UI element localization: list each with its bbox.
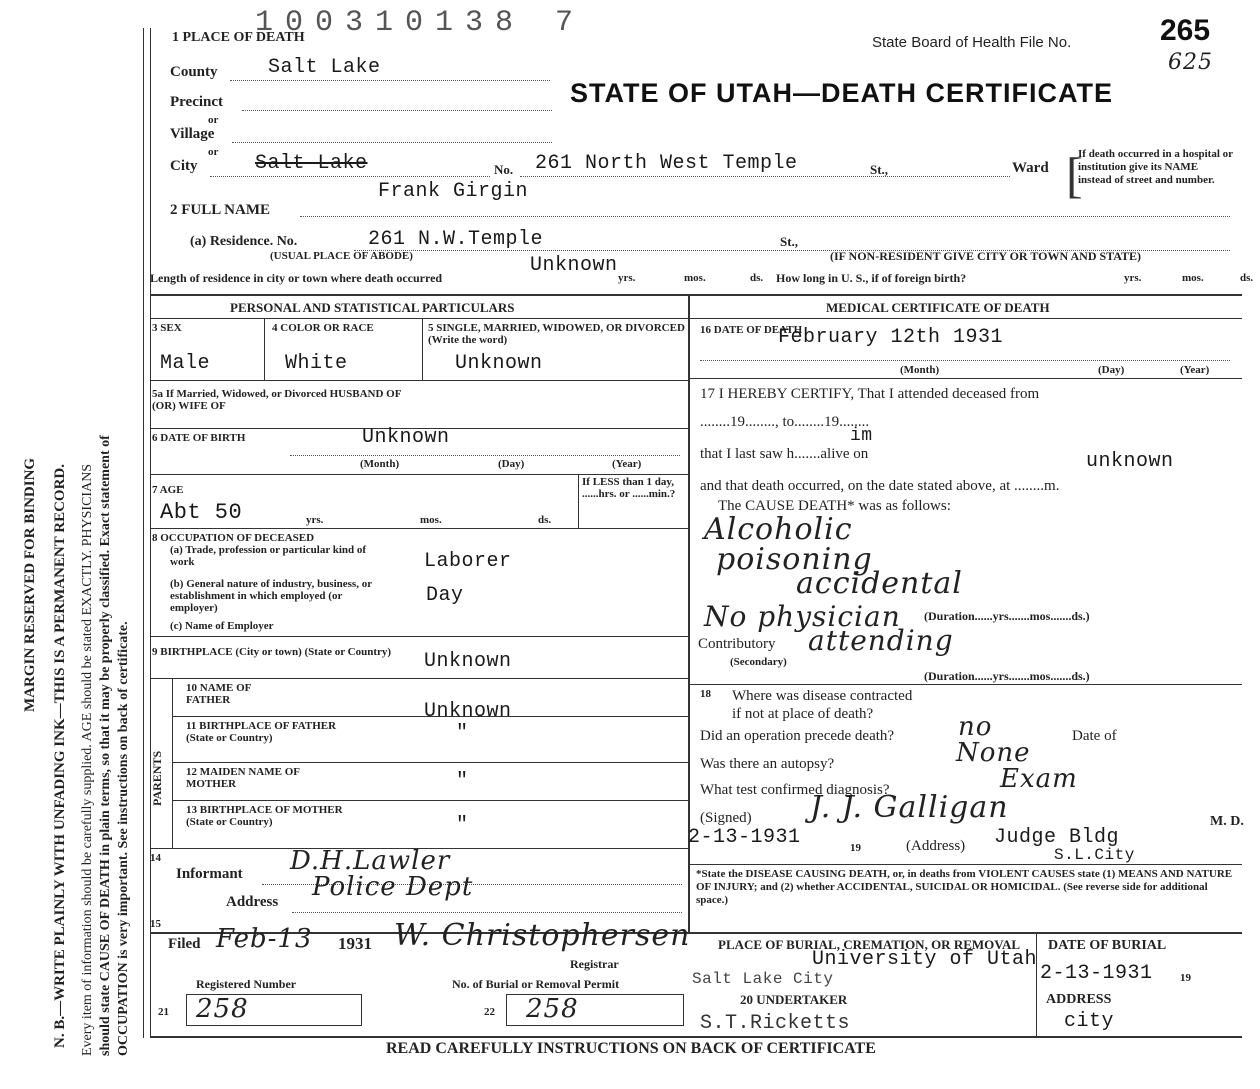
row-rule-4 xyxy=(150,528,688,529)
undertaker-label: 20 UNDERTAKER xyxy=(740,992,848,1007)
medical-rule-2 xyxy=(688,684,1242,685)
father-birthplace-label: 11 BIRTHPLACE OF FATHER (State or Country) xyxy=(186,720,337,744)
row-rule-6 xyxy=(150,678,688,679)
sex-divider xyxy=(264,318,265,380)
occupation-a-label: (a) Trade, profession or particular kind of work xyxy=(170,544,367,568)
burial-divider xyxy=(1036,932,1037,1036)
file-number: 265 xyxy=(1160,14,1211,47)
cause-line-1: Alcoholic xyxy=(704,512,853,547)
age-ds: ds. xyxy=(538,514,552,526)
marital-value: Unknown xyxy=(455,352,543,375)
row-rule-8 xyxy=(172,762,688,763)
precinct-line xyxy=(242,110,552,111)
or-1: or xyxy=(208,114,219,126)
undertaker-address-label: ADDRESS xyxy=(1046,992,1112,1007)
or-2: or xyxy=(208,146,219,158)
file-number-label: State Board of Health File No. xyxy=(872,34,1072,51)
usual-abode-note: (USUAL PLACE OF ABODE) xyxy=(270,250,413,262)
village-label: Village xyxy=(170,126,215,142)
dob-value: Unknown xyxy=(362,426,450,449)
color-label: 4 COLOR OR RACE xyxy=(272,322,374,334)
length-value: Unknown xyxy=(530,254,618,277)
personal-heading-rule xyxy=(150,318,688,319)
age-yrs: yrs. xyxy=(306,514,324,526)
physician-signature: J. J. Galligan xyxy=(810,790,1009,825)
age-mos: mos. xyxy=(420,514,442,526)
length-yrs: yrs. xyxy=(618,272,636,284)
dob-label: 6 DATE OF BIRTH xyxy=(152,432,246,444)
father-name-label: 10 NAME OF FATHER xyxy=(186,682,251,706)
street-line xyxy=(520,176,1010,177)
village-line xyxy=(232,142,552,143)
color-value: White xyxy=(285,352,348,375)
birthplace-value: Unknown xyxy=(424,650,512,673)
age-label: 7 AGE xyxy=(152,484,184,496)
street-value: 261 North West Temple xyxy=(535,152,798,175)
parents-divider xyxy=(172,678,173,848)
length-label: Length of residence in city or town where death occurred xyxy=(150,271,443,285)
marital-label: 5 SINGLE, MARRIED, WIDOWED, OR DIVORCED (Write the word) xyxy=(428,322,685,346)
occupation-label: 8 OCCUPATION OF DECEASED xyxy=(152,532,315,544)
medical-heading: MEDICAL CERTIFICATE OF DEATH xyxy=(826,300,1050,315)
residence-value: 261 N.W.Temple xyxy=(368,228,544,251)
medical-heading-rule xyxy=(688,318,1242,319)
residence-label: (a) Residence. No. xyxy=(190,234,298,249)
full-name-line xyxy=(300,216,1230,217)
instruction-line-4: OCCUPATION is very important. See instructions on back of certificate. xyxy=(116,621,131,1056)
binding-margin-note: MARGIN RESERVED FOR BINDING xyxy=(22,457,38,712)
row-rule-7 xyxy=(172,716,688,717)
contributory-label: Contributory xyxy=(698,636,776,652)
filed-label: Filed xyxy=(168,936,201,952)
registrar-signature: W. Christophersen xyxy=(394,918,691,953)
cause-line-4: No physician xyxy=(704,600,901,633)
divider-bottom xyxy=(150,1036,1242,1038)
city-label: City xyxy=(170,158,198,174)
certify-text: 17 I HEREBY CERTIFY, That I attended deceased from xyxy=(700,386,1040,402)
mother-birthplace-value: " xyxy=(456,814,469,837)
informant-num: 14 xyxy=(150,852,161,864)
city-value: Salt Lake xyxy=(255,152,368,175)
death-year: (Year) xyxy=(1180,364,1210,376)
md-label: M. D. xyxy=(1210,814,1244,829)
permit-num: 22 xyxy=(484,1006,495,1018)
instruction-line-3: should state CAUSE OF DEATH in plain terms, so that it may be properly classified. Exact statement of xyxy=(98,435,113,1056)
physician-address-city: S.L.City xyxy=(1054,846,1135,864)
personal-heading: PERSONAL AND STATISTICAL PARTICULARS xyxy=(230,300,515,315)
sign-year-19: 19 xyxy=(850,842,861,854)
permit-label: No. of Burial or Removal Permit xyxy=(452,977,620,991)
him-value: im xyxy=(850,426,873,446)
county-line xyxy=(230,80,550,81)
diagnosis-label: What test confirmed diagnosis? xyxy=(700,782,890,798)
county-label: County xyxy=(170,64,218,80)
divider-burial xyxy=(150,932,1242,934)
occupation-b-label: (b) General nature of industry, business, or establishment in which employed (or employer) xyxy=(170,578,372,614)
death-date-value: February 12th 1931 xyxy=(778,326,1004,349)
how-long-us: How long in U. S., if of foreign birth? xyxy=(776,271,967,285)
row-rule-5 xyxy=(150,636,688,637)
cause-line-2: poisoning xyxy=(716,542,873,577)
non-resident-note: (IF NON-RESIDENT GIVE CITY OR TOWN AND STATE) xyxy=(830,249,1142,263)
burial-city-value: Salt Lake City xyxy=(692,970,834,988)
place-of-death-label: 1 PLACE OF DEATH xyxy=(172,30,305,45)
medical-rule-1 xyxy=(688,378,1242,379)
mother-birthplace-label: 13 BIRTHPLACE OF MOTHER (State or Country) xyxy=(186,804,343,828)
father-birthplace-value: " xyxy=(456,722,469,745)
signed-label: (Signed) xyxy=(700,810,752,826)
instructions-footer: READ CAREFULLY INSTRUCTIONS ON BACK OF CERTIFICATE xyxy=(386,1040,876,1057)
registered-value: 258 xyxy=(196,994,249,1024)
length-mos: mos. xyxy=(684,272,706,284)
medical-rule-3 xyxy=(688,864,1242,865)
burial-date-label: DATE OF BURIAL xyxy=(1048,938,1167,953)
informant-address-line xyxy=(292,912,682,913)
ink-instruction: N. B.—WRITE PLAINLY WITH UNFADING INK—THIS IS A PERMANENT RECORD. xyxy=(52,464,68,1048)
undertaker-value: S.T.Ricketts xyxy=(700,1012,851,1035)
divider-top xyxy=(150,294,1242,296)
contributory-duration: (Duration......yrs.......mos.......ds.) xyxy=(924,669,1090,683)
undertaker-address-value: city xyxy=(1064,1010,1115,1033)
death-date-line xyxy=(700,360,1230,361)
secondary-label: (Secondary) xyxy=(730,656,787,668)
full-name-value: Frank Girgin xyxy=(378,180,529,203)
dob-month: (Month) xyxy=(360,458,400,470)
county-value: Salt Lake xyxy=(268,56,381,79)
death-day: (Day) xyxy=(1098,364,1125,376)
us-ds: ds. xyxy=(1240,272,1254,284)
contracted-label: Where was disease contracted xyxy=(732,688,913,704)
operation-value: no xyxy=(958,712,993,742)
sex-value: Male xyxy=(160,352,211,375)
occupation-value: Laborer xyxy=(424,550,512,573)
contracted-label-2: if not at place of death? xyxy=(732,706,874,722)
ward-label: Ward xyxy=(1012,160,1049,176)
death-occurred-text: and that death occurred, on the date stated above, at ........m. xyxy=(700,478,1060,494)
burial-place-value: University of Utah xyxy=(812,948,1038,971)
attended-dates: ........19........, to........19........ xyxy=(700,414,870,430)
left-border-inner xyxy=(150,28,151,1038)
length-ds: ds. xyxy=(750,272,764,284)
q18-num: 18 xyxy=(700,688,711,700)
father-name-value: Unknown xyxy=(424,700,512,723)
cause-label: The CAUSE DEATH* was as follows: xyxy=(718,498,951,514)
industry-value: Day xyxy=(426,584,464,607)
row-rule-3 xyxy=(150,474,688,475)
mother-name-value: " xyxy=(456,770,469,793)
left-border xyxy=(143,28,144,1038)
death-month: (Month) xyxy=(900,364,940,376)
informant-address-value: Police Dept xyxy=(312,872,474,902)
informant-value: D.H.Lawler xyxy=(290,846,451,876)
autopsy-value: None xyxy=(956,738,1031,768)
color-divider xyxy=(422,318,423,380)
burial-date-value: 2-13-1931 xyxy=(1040,962,1153,985)
cause-footnote: *State the DISEASE CAUSING DEATH, or, in deaths from VIOLENT CAUSES state (1) MEANS AND NATURE OF INJURY; and (2) whether ACCIDENTAL, SUICIDAL OR HOMICIDAL. (See reverse side for additional space.) xyxy=(696,868,1233,906)
full-name-label: 2 FULL NAME xyxy=(170,202,271,218)
contributory-value: attending xyxy=(808,624,954,657)
registrar-label: Registrar xyxy=(570,957,619,971)
operation-label: Did an operation precede death? xyxy=(700,728,895,744)
age-divider xyxy=(578,474,579,528)
informant-label: Informant xyxy=(176,866,243,882)
diagnosis-value: Exam xyxy=(1000,764,1078,794)
operation-date-label: Date of xyxy=(1072,728,1117,744)
instruction-line-2: Every item of information should be carefully supplied. AGE should be stated EXACTLY. PHYSICIANS xyxy=(80,463,95,1056)
ward-bracket: [ xyxy=(1066,147,1083,203)
sex-label: 3 SEX xyxy=(152,322,182,334)
street-suffix: St., xyxy=(870,162,889,177)
file-note: 625 xyxy=(1168,50,1213,75)
physician-address-value: Judge Bldg xyxy=(994,826,1120,849)
registered-number-label: Registered Number xyxy=(196,977,297,991)
if-less-label: If LESS than 1 day, ......hrs. or ......min.? xyxy=(582,476,676,500)
burial-place-label: PLACE OF BURIAL, CREMATION, OR REMOVAL xyxy=(718,937,1021,952)
physician-address-label: (Address) xyxy=(906,838,966,854)
row-rule-1 xyxy=(150,380,688,381)
age-value: Abt 50 xyxy=(160,500,243,525)
sign-date: 2-13-1931 xyxy=(688,826,801,849)
city-line xyxy=(210,176,490,177)
row-rule-9 xyxy=(172,800,688,801)
last-saw-value: unknown xyxy=(1086,450,1174,473)
informant-address-label: Address xyxy=(226,894,279,910)
mother-name-label: 12 MAIDEN NAME OF MOTHER xyxy=(186,766,300,790)
spouse-label: 5a If Married, Widowed, or Divorced HUSBAND OF (OR) WIFE OF xyxy=(152,388,402,412)
death-date-label: 16 DATE OF DEATH xyxy=(700,324,803,336)
dob-line xyxy=(290,455,680,456)
certificate-title: STATE OF UTAH—DEATH CERTIFICATE xyxy=(570,78,1113,108)
cause-duration: (Duration......yrs.......mos.......ds.) xyxy=(924,609,1090,623)
us-yrs: yrs. xyxy=(1124,272,1142,284)
residence-st: St., xyxy=(780,234,799,249)
serial-number: 100310138 7 xyxy=(255,6,586,40)
dob-year: (Year) xyxy=(612,458,642,470)
dob-day: (Day) xyxy=(498,458,525,470)
parents-label: PARENTS xyxy=(150,750,164,806)
last-saw-text: that I last saw h.......alive on xyxy=(700,446,869,462)
permit-value: 258 xyxy=(526,994,579,1024)
filed-num: 15 xyxy=(150,918,161,930)
employer-label: (c) Name of Employer xyxy=(170,620,274,632)
registered-num: 21 xyxy=(158,1006,169,1018)
street-no-label: No. xyxy=(494,162,514,177)
filed-date: Feb-13 xyxy=(216,924,313,954)
cause-line-3: accidental xyxy=(796,566,963,601)
us-mos: mos. xyxy=(1182,272,1204,284)
ward-note: If death occurred in a hospital or institution give its NAME instead of street and number. xyxy=(1078,148,1233,186)
filed-year: 1931 xyxy=(338,934,372,953)
burial-year-19: 19 xyxy=(1180,972,1191,984)
birthplace-label: 9 BIRTHPLACE (City or town) (State or Country) xyxy=(152,646,392,658)
precinct-label: Precinct xyxy=(170,94,224,110)
autopsy-label: Was there an autopsy? xyxy=(700,756,835,772)
